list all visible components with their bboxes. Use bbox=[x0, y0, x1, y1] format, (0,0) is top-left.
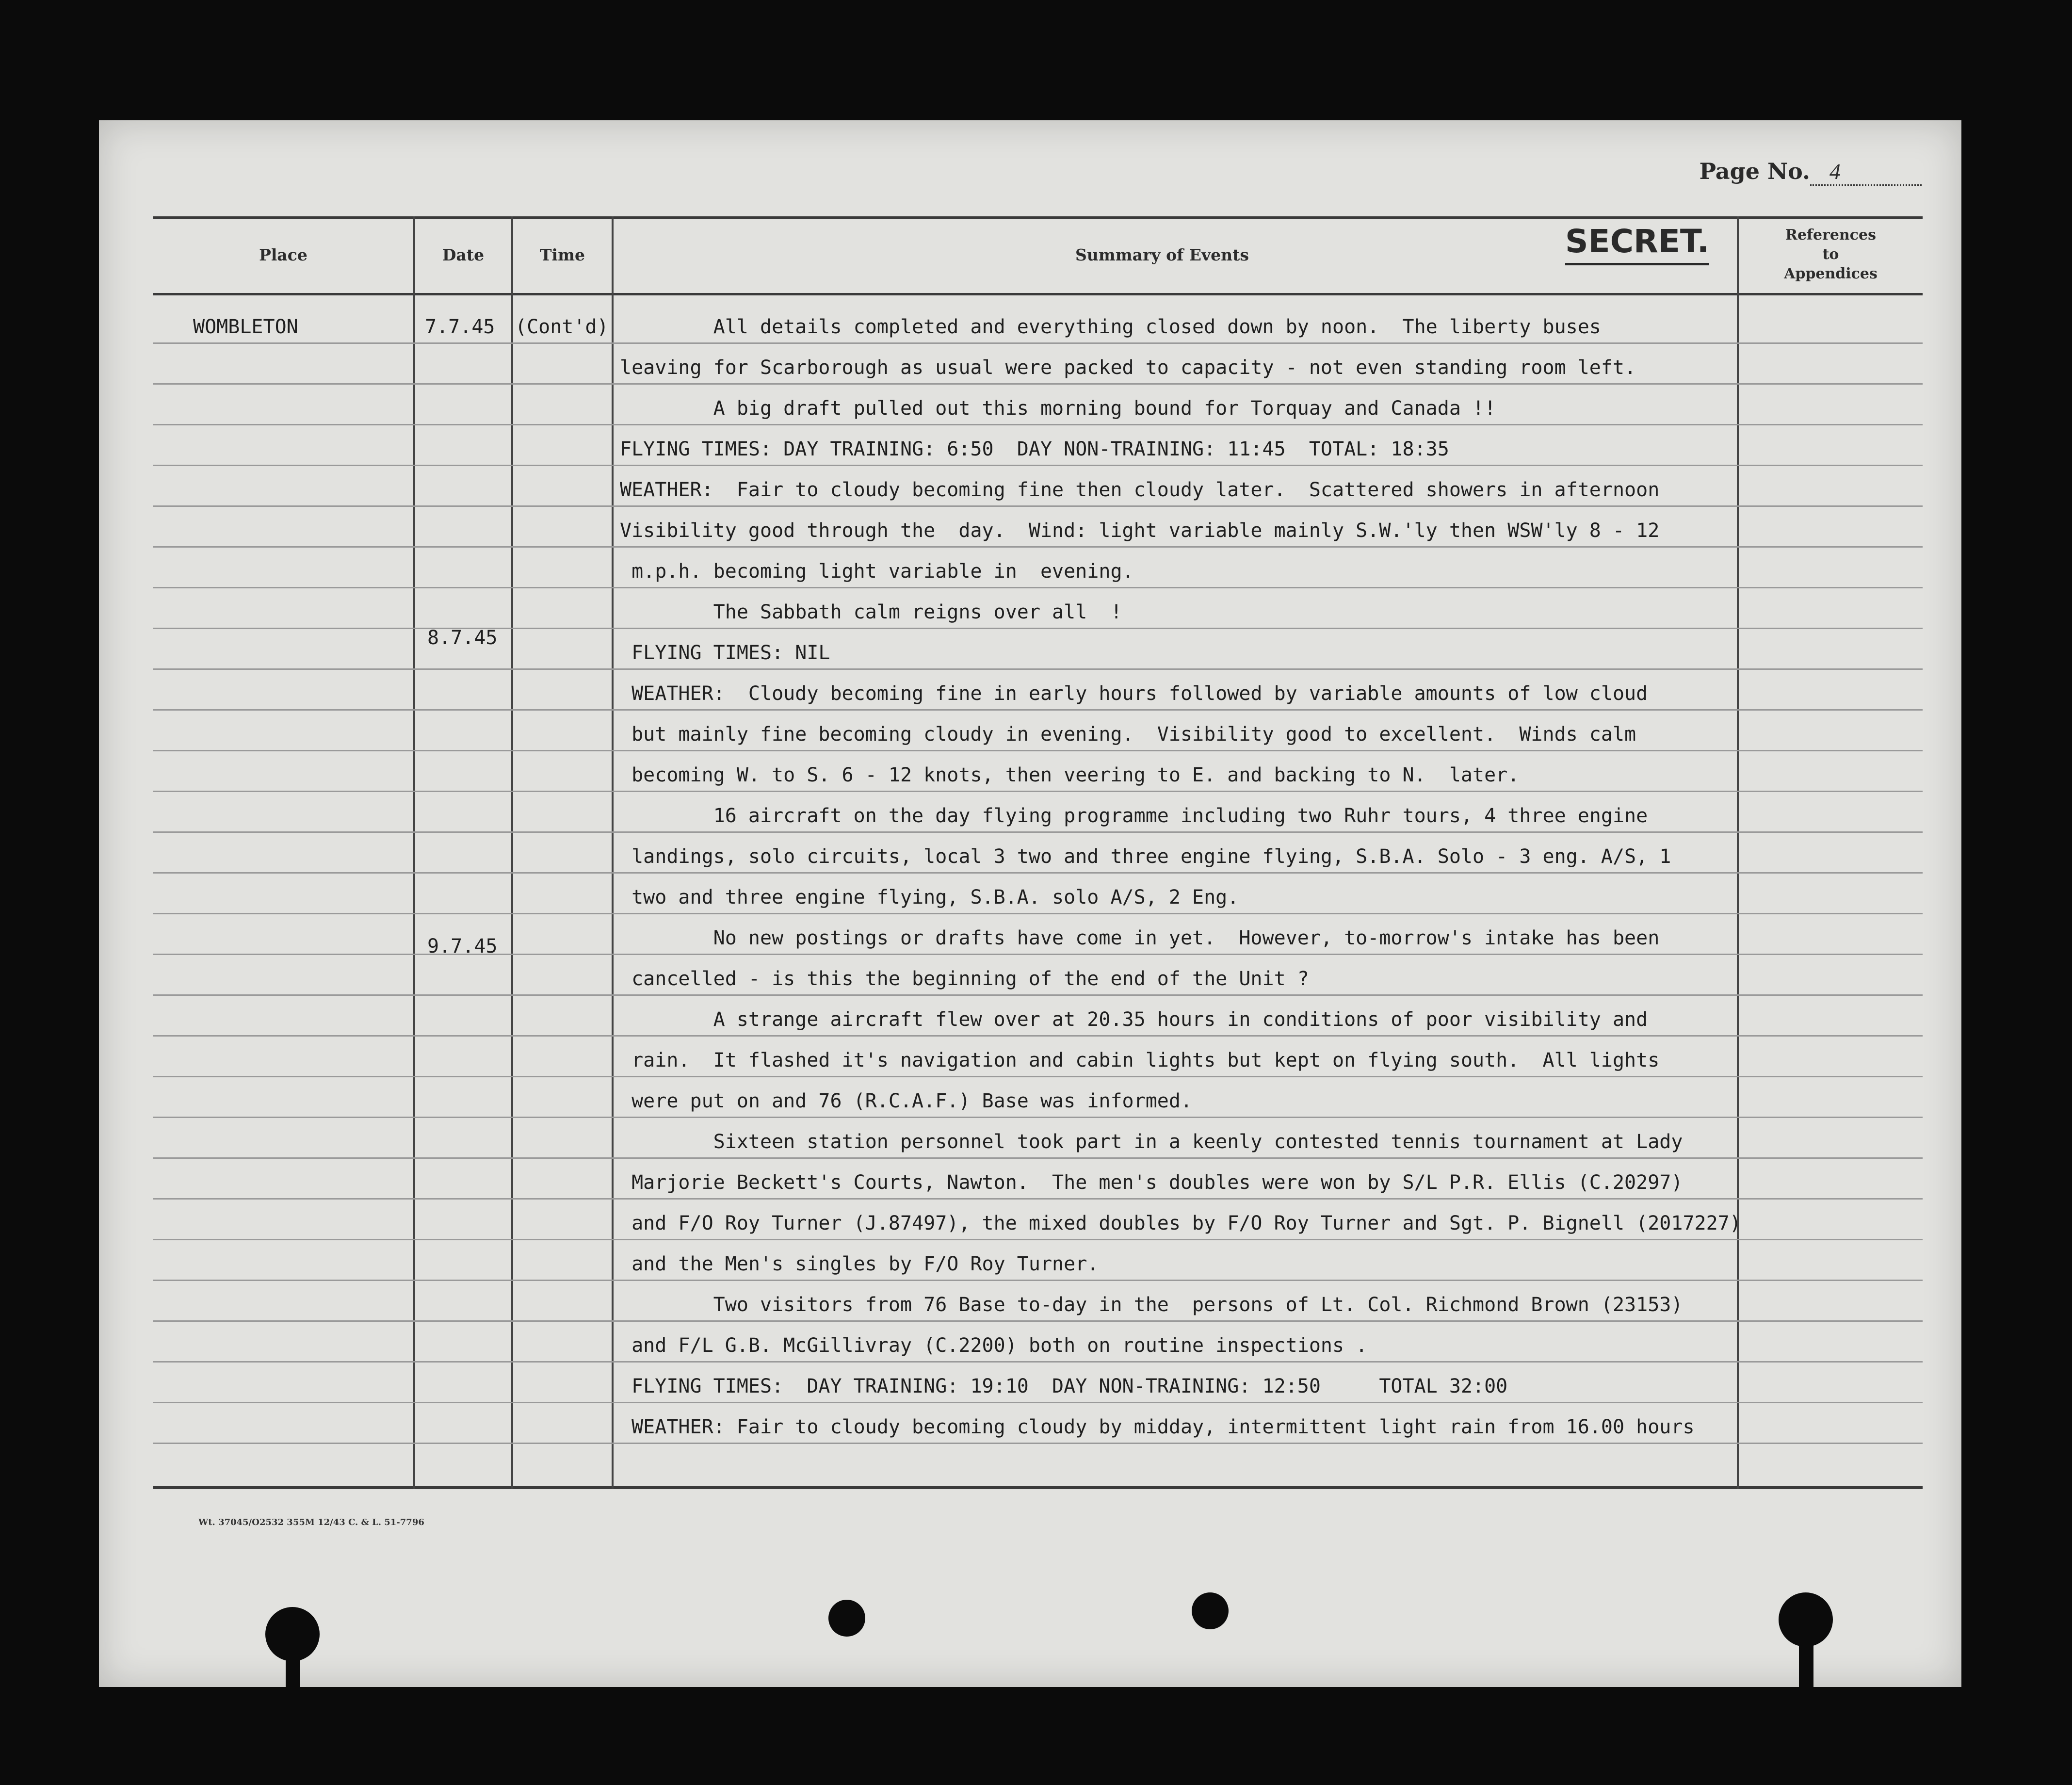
date-cell: 7.7.45 bbox=[425, 316, 495, 338]
page-number-value: 4 bbox=[1810, 159, 1922, 186]
summary-line: becoming W. to S. 6 - 12 knots, then veering to E. and backing to N. later. bbox=[620, 764, 1520, 786]
header-place: Place bbox=[259, 245, 308, 264]
binder-tab bbox=[1799, 1634, 1813, 1687]
summary-line: Visibility good through the day. Wind: light variable mainly S.W.'ly then WSW'ly 8 - 12 bbox=[620, 519, 1660, 542]
summary-line: All details completed and everything closed down by noon. The liberty buses bbox=[620, 316, 1601, 338]
summary-line: but mainly fine becoming cloudy in evening. Visibility good to excellent. Winds calm bbox=[620, 723, 1636, 746]
place-cell: WOMBLETON bbox=[193, 316, 298, 338]
summary-line: cancelled - is this the beginning of the end of the Unit ? bbox=[620, 968, 1309, 990]
summary-line: two and three engine flying, S.B.A. solo A/S, 2 Eng. bbox=[620, 886, 1239, 909]
classification-stamp: SECRET. bbox=[1565, 220, 1709, 265]
header-divider bbox=[153, 293, 1923, 295]
summary-line: m.p.h. becoming light variable in evening. bbox=[620, 560, 1134, 583]
summary-line: A big draft pulled out this morning bound for Torquay and Canada !! bbox=[620, 397, 1496, 420]
summary-line: leaving for Scarborough as usual were packed to capacity - not even standing room left. bbox=[620, 357, 1636, 379]
summary-line: Sixteen station personnel took part in a keenly contested tennis tournament at Lady bbox=[620, 1131, 1683, 1153]
column-divider bbox=[413, 216, 415, 1489]
ruled-line bbox=[153, 668, 1923, 670]
column-divider bbox=[612, 216, 614, 1489]
summary-line: WEATHER: Fair to cloudy becoming fine then cloudy later. Scattered showers in afternoon bbox=[620, 479, 1660, 501]
summary-line: WEATHER: Cloudy becoming fine in early hours followed by variable amounts of low cloud bbox=[620, 682, 1648, 705]
column-divider bbox=[511, 216, 513, 1489]
summary-line: No new postings or drafts have come in yet. However, to-morrow's intake has been bbox=[620, 927, 1660, 949]
summary-line: Marjorie Beckett's Courts, Nawton. The men's doubles were won by S/L P.R. Ellis (C.20297) bbox=[620, 1171, 1683, 1194]
binder-hole bbox=[828, 1600, 865, 1637]
summary-line: The Sabbath calm reigns over all ! bbox=[620, 601, 1122, 623]
page-number bbox=[1699, 158, 1922, 186]
summary-line: Two visitors from 76 Base to-day in the persons of Lt. Col. Richmond Brown (23153) bbox=[620, 1294, 1683, 1316]
column-divider bbox=[1737, 216, 1739, 1489]
summary-line: FLYING TIMES: DAY TRAINING: 6:50 DAY NON-TRAINING: 11:45 TOTAL: 18:35 bbox=[620, 438, 1449, 460]
header-time: Time bbox=[539, 245, 585, 264]
date-cell: 9.7.45 bbox=[427, 935, 498, 957]
header-date: Date bbox=[442, 245, 485, 264]
summary-of-events-table bbox=[153, 216, 1923, 1489]
summary-line: rain. It flashed it's navigation and cabin lights but kept on flying south. All lights bbox=[620, 1049, 1660, 1071]
header-summary: Summary of Events bbox=[1075, 245, 1249, 264]
summary-line: A strange aircraft flew over at 20.35 hours in conditions of poor visibility and bbox=[620, 1008, 1648, 1031]
summary-line: and F/L G.B. McGillivray (C.2200) both on routine inspections . bbox=[620, 1334, 1368, 1357]
table-bottom-border bbox=[153, 1486, 1923, 1489]
binder-hole bbox=[1192, 1592, 1229, 1629]
printer-imprint: Wt. 37045/O2532 355M 12/43 C. & L. 51-7796 bbox=[198, 1517, 424, 1527]
summary-line: and F/O Roy Turner (J.87497), the mixed doubles by F/O Roy Turner and Sgt. P. Bignell (2017227) bbox=[620, 1212, 1741, 1234]
header-references: References to Appendices bbox=[1784, 227, 1878, 282]
summary-line: and the Men's singles by F/O Roy Turner. bbox=[620, 1253, 1099, 1275]
summary-line: FLYING TIMES: DAY TRAINING: 19:10 DAY NON-TRAINING: 12:50 TOTAL 32:00 bbox=[620, 1375, 1508, 1397]
binder-tab bbox=[286, 1648, 300, 1692]
document-page bbox=[99, 120, 1961, 1687]
date-cell: 8.7.45 bbox=[427, 627, 498, 649]
page-number-label: Page No. bbox=[1699, 158, 1810, 184]
summary-line: WEATHER: Fair to cloudy becoming cloudy by midday, intermittent light rain from 16.00 hours bbox=[620, 1416, 1695, 1438]
summary-line: landings, solo circuits, local 3 two and three engine flying, S.B.A. Solo - 3 eng. A/S, 1 bbox=[620, 845, 1671, 868]
summary-line: FLYING TIMES: NIL bbox=[620, 642, 830, 664]
summary-line: were put on and 76 (R.C.A.F.) Base was informed. bbox=[620, 1090, 1193, 1112]
time-cell: (Cont'd) bbox=[515, 316, 609, 338]
summary-line: 16 aircraft on the day flying programme including two Ruhr tours, 4 three engine bbox=[620, 805, 1648, 827]
